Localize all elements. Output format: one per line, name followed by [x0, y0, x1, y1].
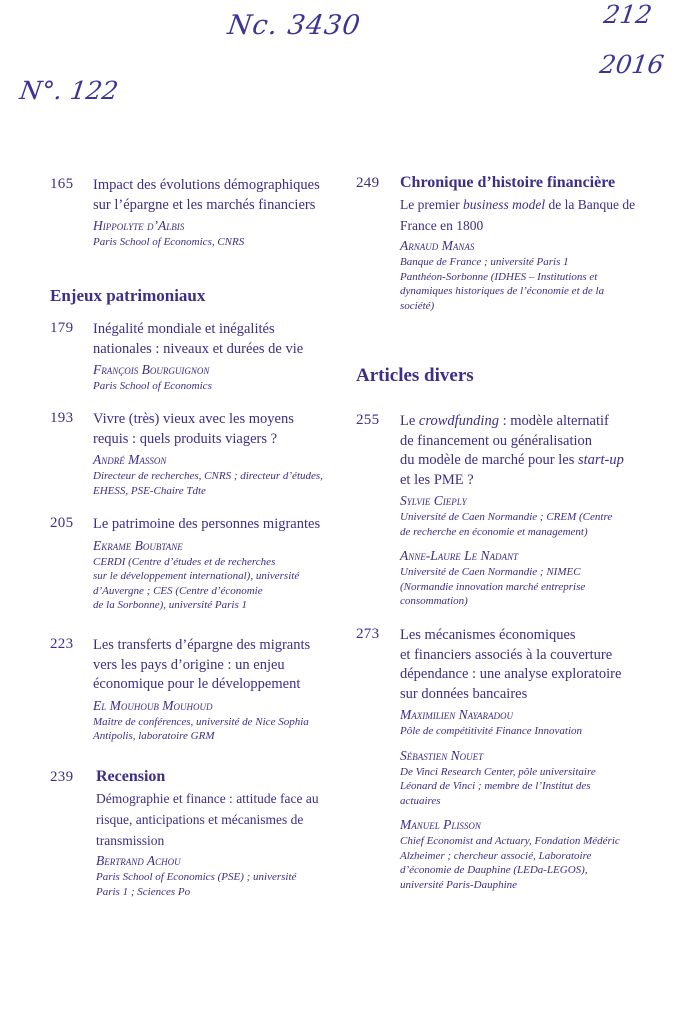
page-number: 239	[50, 769, 74, 785]
entry-title-line	[400, 412, 670, 432]
italic-term: crowdfunding	[418, 413, 499, 429]
toc-entry	[50, 515, 393, 613]
author-affiliation-line: université Paris-Dauphine	[400, 878, 518, 891]
author-affiliation-line: sur le développement international), université	[93, 570, 300, 582]
toc-entry	[50, 176, 393, 250]
toc-entry	[356, 412, 670, 609]
entry-heading: Recension	[96, 768, 166, 785]
entry-title-line: Le patrimoine des personnes migrantes	[93, 516, 321, 532]
entry-title-line: risque, anticipations et mécanismes de	[96, 812, 304, 827]
review-entry	[50, 767, 396, 899]
author-name: François Bourguignon	[93, 362, 210, 377]
entry-title-line: Impact des évolutions démographiques	[93, 177, 320, 193]
chronicle-entry	[356, 173, 678, 313]
page-number: 205	[50, 515, 74, 531]
page-number: 273	[356, 626, 380, 642]
author-affiliation-line: EHESS, PSE-Chaire Tdte	[93, 484, 206, 497]
author-affiliation-line: Directeur de recherches, CNRS ; directeur d’études,	[93, 470, 323, 482]
author-affiliation-line: d’économie de Dauphine (LEDa-LEGOS),	[400, 864, 588, 876]
author-name: Maximilien Nayaradou	[400, 707, 513, 722]
author-affiliation-line: CERDI (Centre d’études et de recherches	[93, 555, 276, 568]
author-name: Manuel Plisson	[400, 817, 481, 832]
entry-title-line	[400, 451, 670, 471]
entry-title-line: France en 1800	[400, 218, 484, 233]
author-name: Sylvie Cieply	[400, 493, 467, 508]
toc-entry	[50, 410, 393, 498]
entry-title-line: vers les pays d’origine : un enjeu	[93, 656, 285, 673]
author-affiliation-line: Université de Caen Normandie ; CREM (Centre	[400, 511, 613, 523]
page-number: 255	[356, 412, 380, 428]
title-fragment: Le	[400, 413, 419, 429]
entry-title-line: économique pour le développement	[93, 676, 301, 692]
handwritten-year: 2016	[597, 50, 666, 79]
author-affiliation-line: Panthéon-Sorbonne (IDHES – Institutions et	[400, 270, 598, 283]
italic-term: business model	[462, 197, 546, 212]
entry-title-line: nationales : niveaux et durées de vie	[93, 340, 304, 357]
entry-title-line	[400, 195, 678, 214]
entry-heading: Chronique d’histoire financière	[400, 174, 616, 191]
author-name: Ekrame Boubtane	[93, 537, 183, 553]
handwritten-top-right-number: 212	[601, 0, 654, 29]
entry-title-line: et financiers associés à la couverture	[400, 646, 613, 663]
entry-title-line: de financement ou généralisation	[400, 432, 593, 449]
handwritten-reference: Nc. 3430	[225, 10, 363, 41]
author-name: Bertrand Achou	[96, 853, 181, 868]
entry-title-line: transmission	[96, 833, 165, 848]
author-name: Arnaud Manas	[400, 238, 475, 253]
page-number: 193	[50, 410, 74, 426]
author-name: Sébastien Nouet	[400, 747, 484, 763]
author-affiliation-line: d’Auvergne ; CES (Centre d’économie	[93, 584, 263, 597]
title-fragment: de la Banque de	[545, 197, 636, 212]
entry-title-line: Les mécanismes économiques	[400, 627, 576, 643]
author-affiliation-line: Pôle de compétitivité Finance Innovation	[400, 725, 583, 737]
entry-title-line: sur données bancaires	[400, 685, 528, 702]
handwritten-issue-number: N°. 122	[17, 76, 121, 105]
author-affiliation-line: dynamiques historiques de l’économie et de la	[400, 285, 605, 297]
author-affiliation-line: Université de Caen Normandie ; NIMEC	[400, 566, 581, 578]
author-name: André Masson	[93, 452, 167, 467]
page-number: 223	[50, 636, 74, 652]
title-fragment: Le premier	[400, 197, 463, 212]
author-name: Anne-Laure Le Nadant	[400, 548, 519, 563]
section-heading-articles: Articles divers	[356, 365, 474, 386]
entry-title-line: sur l’épargne et les marchés financiers	[93, 196, 316, 213]
author-affiliation-line: Léonard de Vinci ; membre de l’Institut des	[400, 780, 591, 792]
page-number: 165	[50, 176, 74, 192]
entry-title-line: Les transferts d’épargne des migrants	[93, 637, 311, 653]
author-affiliation-line: Paris School of Economics (PSE) ; université	[96, 871, 297, 883]
entry-title-line: requis : quels produits viagers ?	[93, 430, 278, 447]
author-affiliation-line: Chief Economist and Actuary, Fondation Médéric	[400, 835, 620, 847]
author-affiliation-line: Alzheimer ; chercheur associé, Laboratoire	[400, 849, 592, 862]
author-affiliation-line: de recherche en économie et management)	[400, 525, 588, 538]
entry-title-line: dépendance : une analyse exploratoire	[400, 666, 622, 682]
author-affiliation-line: De Vinci Research Center, pôle universitaire	[400, 765, 596, 778]
author-affiliation-line: Paris School of Economics, CNRS	[93, 236, 245, 248]
toc-entry	[50, 636, 393, 744]
toc-entry	[356, 626, 670, 892]
author-affiliation-line: Antipolis, laboratoire GRM	[93, 730, 215, 742]
title-fragment: : modèle alternatif	[498, 413, 609, 429]
author-name: El Mouhoub Mouhoud	[93, 697, 213, 713]
author-affiliation-line: Paris 1 ; Sciences Po	[96, 885, 191, 898]
entry-title-line: Inégalité mondiale et inégalités	[93, 321, 275, 337]
author-affiliation-line: Banque de France ; université Paris 1	[400, 256, 569, 268]
toc-entry	[50, 320, 393, 394]
entry-title-line: et les PME ?	[400, 471, 474, 488]
section-heading-enjeux: Enjeux patrimoniaux	[50, 286, 206, 305]
author-affiliation-line: consommation)	[400, 595, 468, 607]
author-affiliation-line: Maître de conférences, université de Nice Sophia	[93, 715, 309, 728]
italic-term: start-up	[577, 452, 624, 468]
page-number: 249	[356, 175, 380, 191]
page-number: 179	[50, 320, 74, 336]
author-affiliation-line: (Normandie innovation marché entreprise	[400, 580, 586, 593]
entry-title-line: Démographie et finance : attitude face au	[96, 791, 319, 806]
title-fragment: du modèle de marché pour les	[400, 452, 578, 468]
author-affiliation-line: actuaires	[400, 794, 441, 807]
author-affiliation-line: société)	[400, 299, 435, 312]
entry-title-line: Vivre (très) vieux avec les moyens	[93, 411, 294, 427]
author-affiliation-line: de la Sorbonne), université Paris 1	[93, 599, 247, 611]
author-affiliation-line: Paris School of Economics	[93, 380, 212, 392]
author-name: Hippolyte d’Albis	[93, 218, 185, 233]
